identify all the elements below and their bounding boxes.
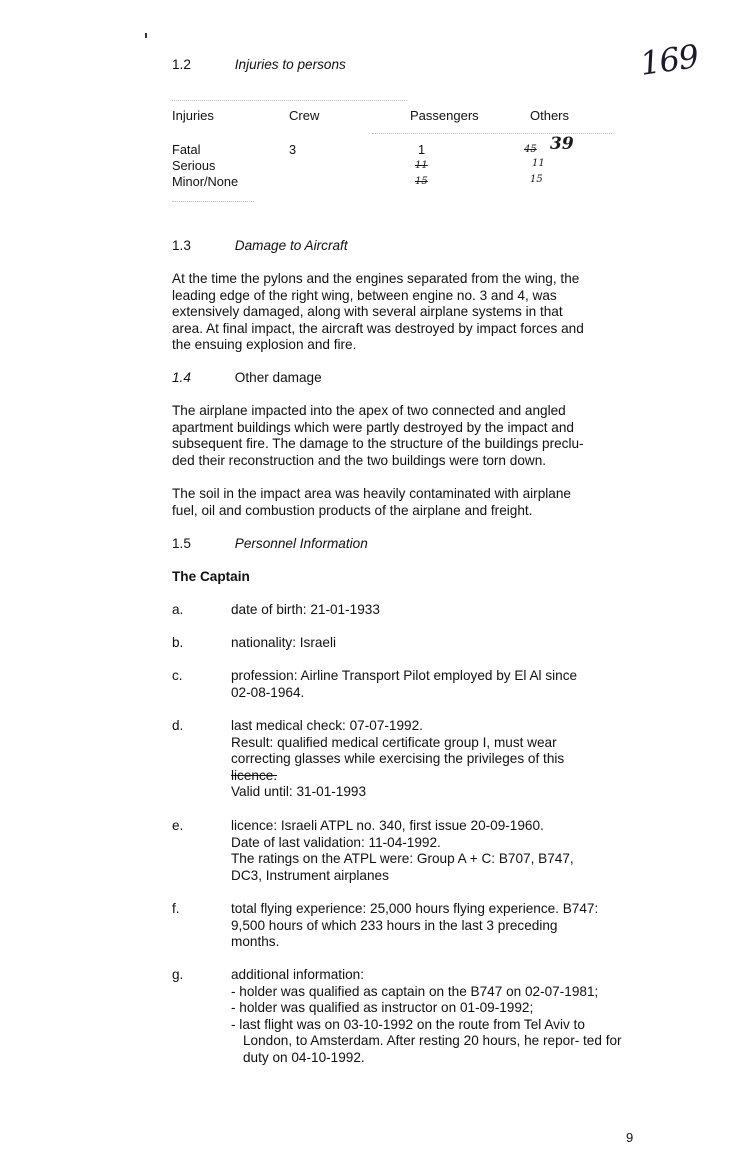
bullet-line: - holder was qualified as captain on the B747 on 02-07-1981; (231, 983, 599, 999)
row-label-serious: Serious (172, 158, 216, 173)
text-line: months. (231, 934, 280, 949)
section-heading-1-5 (172, 536, 368, 553)
cell-minor-others-handwritten: 15 (530, 174, 543, 185)
cell-minor-passengers-struck: 15 (415, 176, 428, 187)
text-line: 9,500 hours of which 233 hours in the last 3 preceding (231, 917, 558, 933)
text-line: DC3, Instrument airplanes (231, 867, 389, 883)
text-line: subsequent fire. The damage to the structure of the buildings preclu- (172, 436, 584, 451)
item-letter: d. (172, 718, 184, 733)
other-damage-paragraph-1 (172, 403, 622, 469)
text-line: Valid until: 31-01-1993 (231, 784, 367, 799)
captain-subheading: The Captain (172, 569, 250, 584)
header-passengers: Passengers (410, 108, 479, 123)
text-line: profession: Airline Transport Pilot employed by El Al since (231, 668, 578, 683)
item-letter: a. (172, 602, 184, 617)
text-line: area. At final impact, the aircraft was destroyed by impact forces and (172, 320, 584, 336)
cell-fatal-others-struck: 45 (524, 144, 537, 155)
cell-serious-passengers-struck: 11 (415, 160, 428, 171)
section-number: 1.2 (172, 57, 191, 72)
text-line: nationality: Israeli (231, 635, 337, 650)
cell-fatal-others-handwritten: 39 (550, 134, 574, 154)
text-line: the ensuing explosion and fire. (172, 337, 357, 352)
text-line: fuel, oil and combustion products of the airplane and freight. (172, 502, 533, 518)
text-line: The ratings on the ATPL were: Group A + C: B707, B747, (231, 851, 574, 866)
bullet-line: - holder was qualified as instructor on 01-09-1992; (231, 1000, 534, 1015)
table-top-rule (172, 100, 407, 102)
section-number: 1.4 (172, 370, 191, 385)
text-line: licence: Israeli ATPL no. 340, first issue 20-09-1960. (231, 818, 544, 833)
header-others: Others (530, 108, 570, 123)
section-title: Damage to Aircraft (234, 238, 348, 253)
table-bottom-rule (172, 201, 254, 203)
text-line: Result: qualified medical certificate group I, must wear (231, 734, 557, 750)
section-number: 1.3 (172, 238, 191, 253)
header-injuries: Injuries (172, 108, 214, 123)
header-bottom-rule (372, 133, 612, 135)
text-line: last medical check: 07-07-1992. (231, 718, 423, 733)
bullet-line: - last flight was on 03-10-1992 on the route from Tel Aviv to London, to Amsterdam. After resting 20 hours, he repor- ted for duty on 04-10-1992. (231, 1016, 622, 1065)
item-letter: b. (172, 635, 184, 650)
stray-scan-mark (145, 33, 147, 38)
cell-serious-others-handwritten: 11 (532, 158, 545, 169)
text-line-struck: licence. (231, 767, 278, 783)
item-letter: g. (172, 967, 184, 982)
cell-fatal-passengers: 1 (418, 142, 426, 157)
row-label-fatal: Fatal (172, 142, 201, 157)
handwritten-page-number: 169 (637, 37, 701, 83)
text-line: additional information: (231, 967, 364, 982)
row-label-minor-none: Minor/None (172, 174, 239, 189)
text-line: correcting glasses while exercising the privileges of this (231, 751, 565, 766)
section-title: Injuries to persons (234, 57, 346, 72)
section-title: Personnel Information (234, 536, 368, 551)
cell-fatal-crew: 3 (289, 142, 297, 157)
text-line: ded their reconstruction and the two buildings were torn down. (172, 452, 547, 468)
text-line: leading edge of the right wing, between engine no. 3 and 4, was (172, 287, 557, 303)
section-heading-1-4 (172, 370, 322, 387)
text-line: The soil in the impact area was heavily contaminated with airplane (172, 486, 571, 501)
other-damage-paragraph-2 (172, 486, 622, 519)
text-line: Date of last validation: 11-04-1992. (231, 834, 441, 850)
text-line: date of birth: 21-01-1933 (231, 602, 380, 617)
damage-to-aircraft-paragraph (172, 271, 622, 354)
text-line: extensively damaged, along with several airplane systems in that (172, 304, 563, 319)
text-line: apartment buildings which were partly destroyed by the impact and (172, 419, 574, 435)
text-line: The airplane impacted into the apex of two connected and angled (172, 403, 566, 418)
text-line: 02-08-1964. (231, 684, 305, 700)
section-heading-1-2 (172, 57, 346, 74)
page-number: 9 (626, 1130, 634, 1145)
header-crew: Crew (289, 108, 320, 123)
text-line: total flying experience: 25,000 hours flying experience. B747: (231, 901, 599, 916)
section-title: Other damage (234, 370, 322, 385)
text-line: At the time the pylons and the engines separated from the wing, the (172, 271, 580, 286)
section-number: 1.5 (172, 536, 191, 551)
item-letter: f. (172, 901, 180, 916)
section-heading-1-3 (172, 238, 348, 255)
item-letter: c. (172, 668, 183, 683)
item-letter: e. (172, 818, 184, 833)
